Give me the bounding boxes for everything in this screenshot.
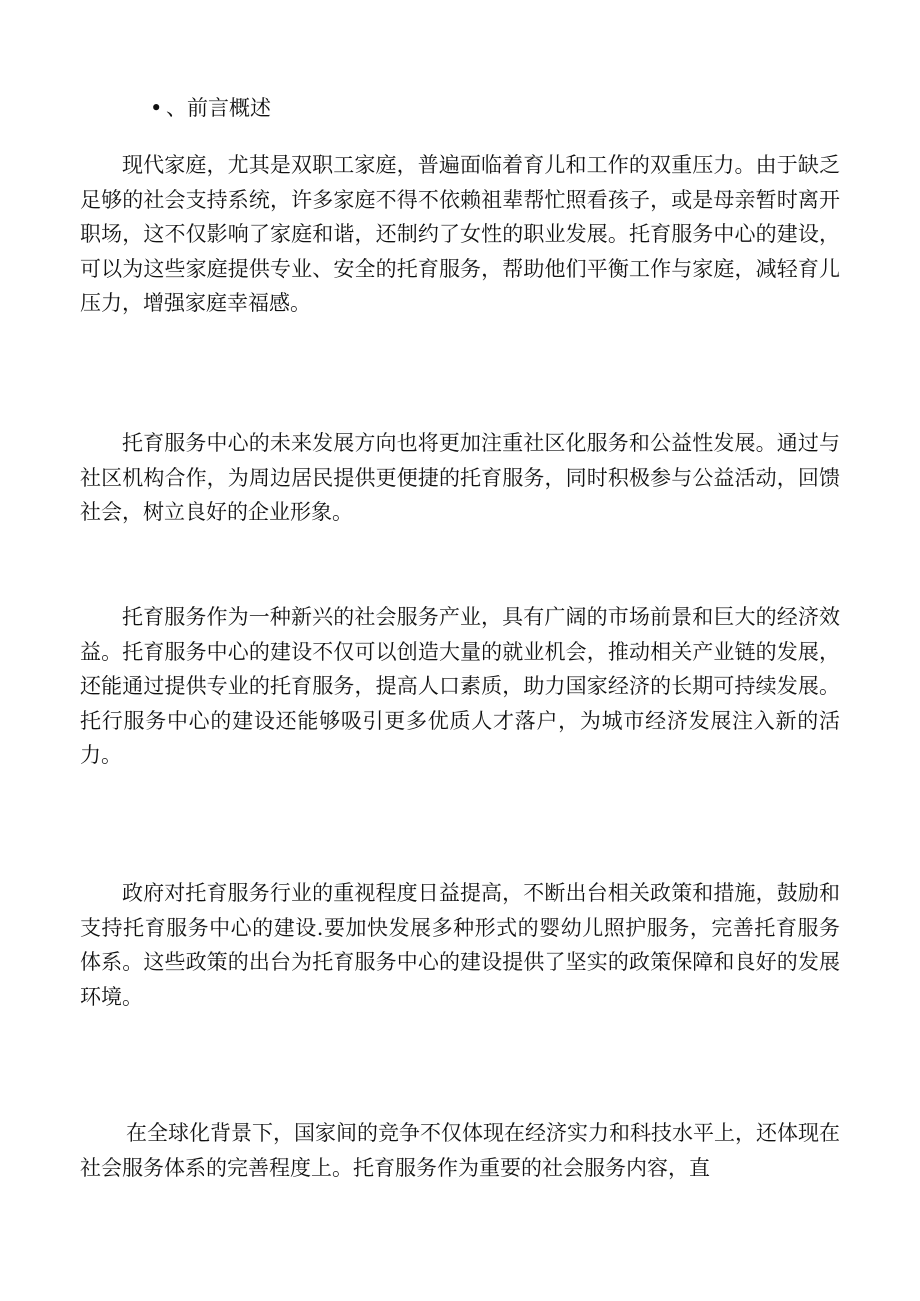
section-heading-text: 、前言概述: [166, 96, 271, 120]
paragraph-5: 在全球化背景下，国家间的竞争不仅体现在经济实力和科技水平上，还体现在社会服务体系的完善程度上。托育服务作为重要的社会服务内容，直: [80, 1121, 840, 1180]
section-heading: [150, 90, 271, 126]
bullet-icon: •: [150, 96, 163, 120]
paragraph-2: 托育服务中心的未来发展方向也将更加注重社区化服务和公益性发展。通过与社区机构合作，为周边居民提供更便捷的托育服务，同时积极参与公益活动，回馈社会，树立良好的企业形象。: [80, 431, 840, 525]
paragraph-1: 现代家庭，尤其是双职工家庭，普遍面临着育儿和工作的双重压力。由于缺乏足够的社会支持系统，许多家庭不得不依赖祖辈帮忙照看孩子，或是母亲暂时离开职场，这不仅影响了家庭和谐，还制约了女性的职业发展。托育服务中心的建设，可以为这些家庭提供专业、安全的托育服务，帮助他们平衡工作与家庭，减轻育儿压力，增强家庭幸福感。: [80, 153, 840, 316]
paragraph-3: 托育服务作为一种新兴的社会服务产业，具有广阔的市场前景和巨大的经济效益。托育服务中心的建设不仅可以创造大量的就业机会，推动相关产业链的发展，还能通过提供专业的托育服务，提高人口素质，助力国家经济的长期可持续发展。托行服务中心的建设还能够吸引更多优质人才落户，为城市经济发展注入新的活力。: [80, 605, 840, 768]
paragraph-4: 政府对托育服务行业的重视程度日益提高，不断出台相关政策和措施，鼓励和支持托育服务中心的建设.要加快发展多种形式的婴幼儿照护服务，完善托育服务体系。这些政策的出台为托育服务中心的建设提供了坚实的政策保障和良好的发展环境。: [80, 881, 840, 1009]
